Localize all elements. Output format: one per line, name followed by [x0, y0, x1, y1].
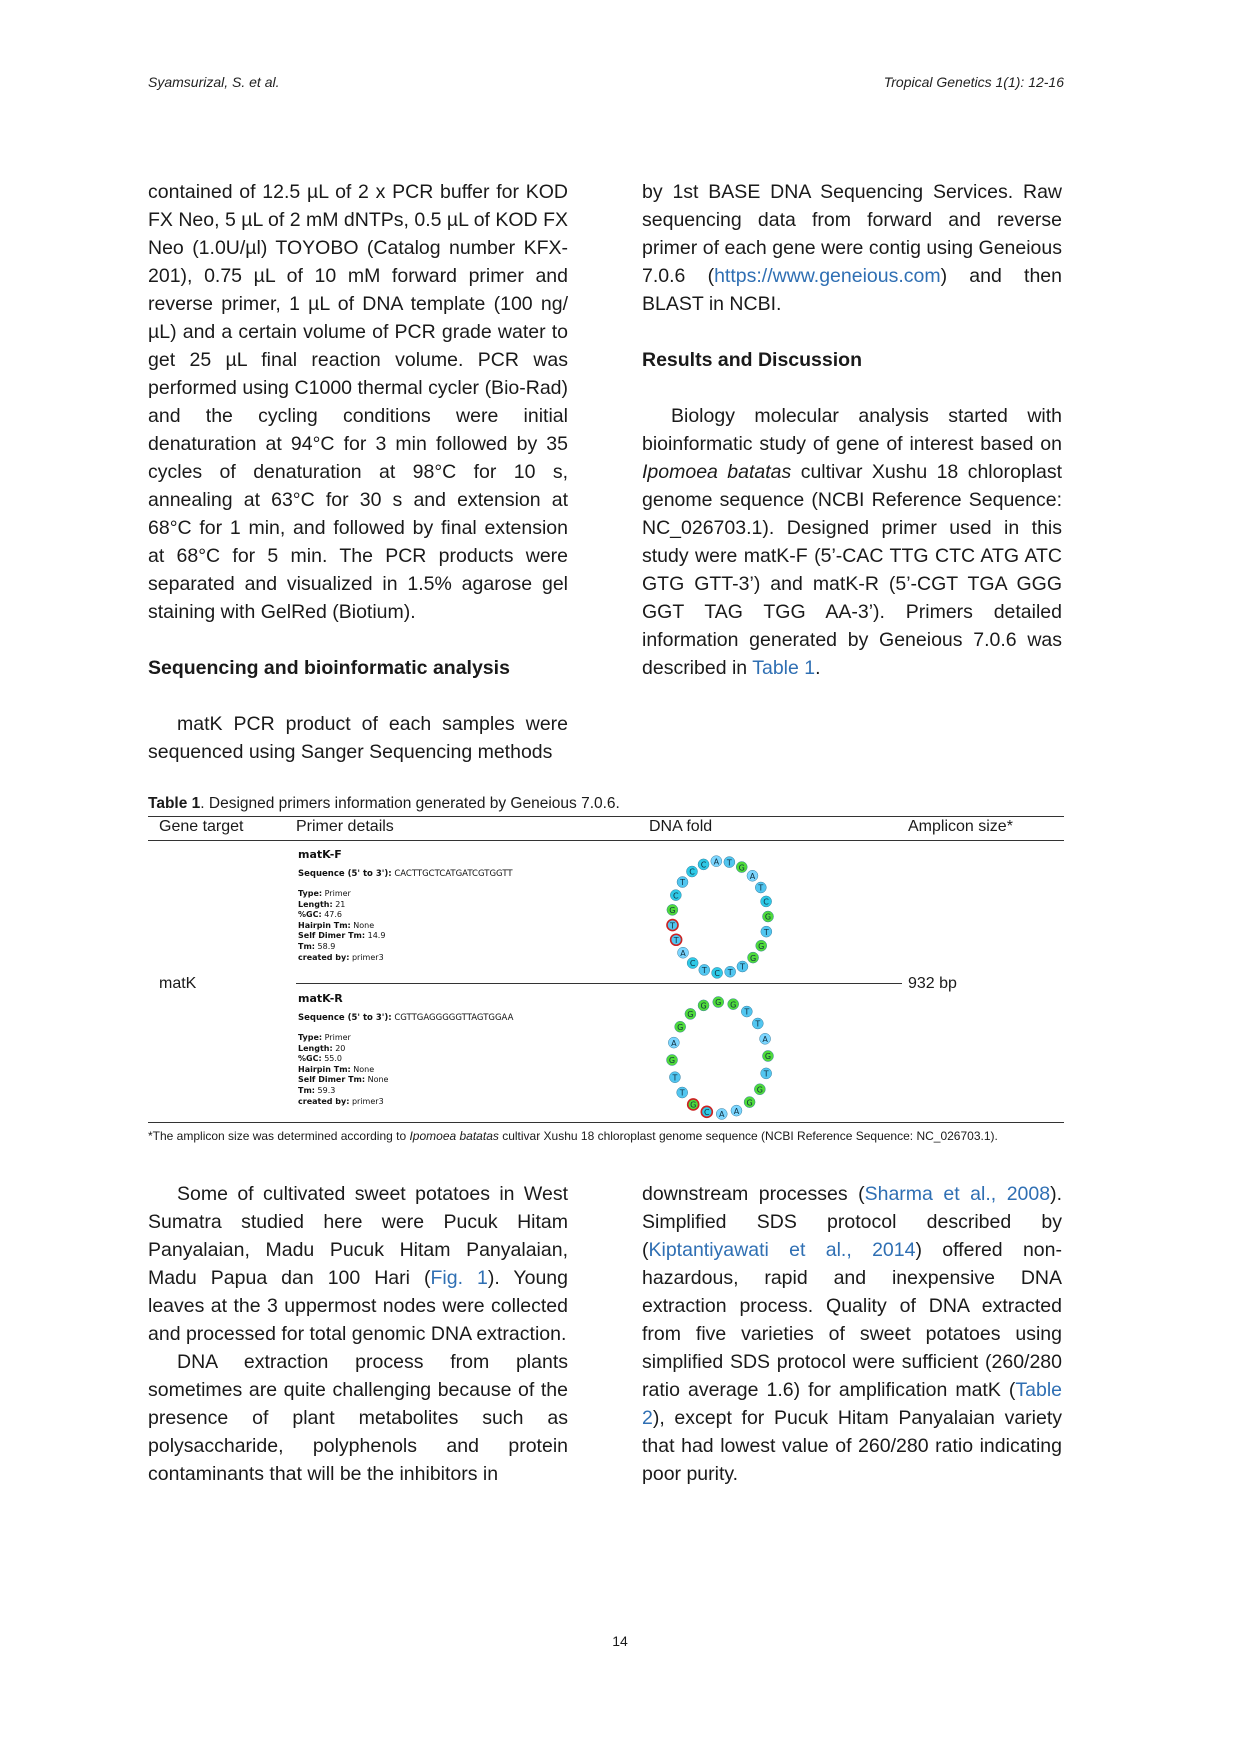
nucleotide-node — [686, 866, 697, 877]
nucleotide-node — [712, 967, 723, 978]
svg-text:C: C — [673, 891, 679, 901]
nucleotide-node — [670, 890, 681, 901]
detail-line: Length: 20 — [298, 1043, 346, 1053]
svg-text:A: A — [713, 857, 720, 867]
nucleotide-node — [711, 856, 722, 867]
svg-text:G: G — [690, 1100, 697, 1110]
svg-text:T: T — [672, 1073, 678, 1083]
nucleotide-node — [677, 1087, 688, 1098]
table2-link[interactable]: Table 2 — [642, 1379, 1062, 1429]
nucleotide-node — [668, 1037, 679, 1048]
detail-line: Self Dimer Tm: 14.9 — [298, 931, 386, 941]
svg-text:G: G — [764, 1052, 772, 1062]
nucleotide-node — [713, 997, 724, 1008]
nucleotide-node — [667, 904, 678, 915]
nucleotide-node — [701, 1106, 712, 1117]
svg-text:G: G — [749, 953, 757, 963]
right-column-top — [642, 178, 1062, 682]
detail-line: Type: Primer — [298, 889, 351, 898]
nucleotide-node — [760, 1033, 771, 1044]
detail-line: Tm: 58.9 — [298, 941, 336, 951]
svg-text:T: T — [763, 1069, 769, 1079]
left-column-top — [148, 178, 568, 766]
geneious-link[interactable]: https://www.geneious.com — [714, 265, 941, 287]
detail-line: Length: 21 — [298, 899, 346, 909]
nucleotide-node — [762, 1050, 773, 1061]
svg-text:T: T — [673, 935, 679, 945]
primer-f-name: matK-F — [298, 848, 342, 861]
nucleotide-node — [716, 1108, 727, 1119]
primer-r-name: matK-R — [298, 992, 343, 1005]
nucleotide-node — [687, 958, 698, 969]
detail-line: %GC: 47.6 — [298, 910, 343, 920]
svg-text:T: T — [701, 966, 707, 976]
dna-fold-diagram-r — [640, 990, 800, 1126]
table1-link[interactable]: Table 1 — [752, 657, 816, 679]
detail-line: Self Dimer Tm: None — [298, 1075, 389, 1085]
table-bottom-rule — [148, 1122, 1064, 1123]
svg-text:C: C — [689, 959, 696, 969]
nucleotide-node — [755, 882, 766, 893]
primer-r-sequence: Sequence (5' to 3'): CGTTGAGGGGGTTAGTGGAA — [298, 1013, 514, 1023]
nucleotide-node — [748, 952, 759, 963]
table-header-rule — [148, 840, 1064, 841]
primer-f-detail-list — [298, 889, 513, 963]
nucleotide-node — [699, 964, 710, 975]
svg-text:T: T — [680, 878, 685, 888]
detail-line: Type: Primer — [298, 1033, 351, 1042]
svg-text:G: G — [669, 906, 676, 916]
nucleotide-node — [685, 1008, 696, 1019]
kiptantiyawati-citation-link[interactable]: Kiptantiyawati et al., 2014 — [648, 1239, 916, 1261]
nucleotide-node — [731, 1105, 742, 1116]
nucleotide-node — [736, 862, 747, 873]
svg-text:G: G — [746, 1098, 753, 1108]
nucleotide-node — [747, 870, 758, 881]
svg-text:C: C — [689, 867, 695, 877]
svg-text:A: A — [680, 948, 686, 958]
table-caption: Table 1. Designed primers information generated by Geneious 7.0.6. — [148, 795, 620, 812]
svg-text:G: G — [738, 863, 745, 873]
nucleotide-node — [741, 1006, 752, 1017]
svg-text:G: G — [758, 941, 765, 951]
svg-text:A: A — [762, 1034, 768, 1044]
table-header-gene: Gene target — [159, 818, 244, 835]
detail-line: created by: primer3 — [298, 1096, 384, 1106]
paragraph: Some of cultivated sweet potatoes in West Sumatra studied here were Pucuk Hitam Panyalaian, Madu Pucuk Hitam Panyalaian, Madu Papua dan 100 Hari (Fig. 1). Young leaves at the 3 uppermost nodes were collected and processed for total genomic DNA extraction. — [148, 1183, 568, 1345]
nucleotide-node — [761, 1068, 772, 1079]
nucleotide-node — [761, 926, 772, 937]
svg-text:A: A — [671, 1038, 677, 1048]
nucleotide-node — [688, 1099, 699, 1110]
svg-text:A: A — [749, 871, 756, 881]
nucleotide-node — [724, 857, 735, 868]
nucleotide-node — [737, 961, 748, 972]
table-footnote: *The amplicon size was determined according to Ipomoea batatas cultivar Xushu 18 chloroplast genome sequence (NCBI Reference Sequence: NC_026703.1). — [148, 1129, 998, 1143]
svg-text:T: T — [740, 962, 745, 972]
detail-line: Hairpin Tm: None — [298, 920, 375, 930]
primer-r-details — [298, 992, 513, 1107]
running-header-journal: Tropical Genetics 1(1): 12-16 — [883, 74, 1064, 90]
svg-text:C: C — [700, 860, 707, 870]
paragraph: DNA extraction process from plants sometimes are quite challenging because of the presence of plant metabolites such as polysaccharide, polyphenols and protein contaminants that will be the inhibitors in — [148, 1351, 568, 1485]
nucleotide-node — [762, 911, 773, 922]
svg-text:G: G — [687, 1010, 694, 1020]
table-header-primer: Primer details — [296, 818, 394, 835]
svg-text:G: G — [756, 1085, 763, 1095]
page-number: 14 — [612, 1633, 628, 1649]
svg-text:A: A — [718, 1110, 725, 1120]
paragraph: matK PCR product of each samples were sequenced using Sanger Sequencing methods — [148, 713, 568, 763]
paragraph: contained of 12.5 µL of 2 x PCR buffer for KOD FX Neo, 5 µL of 2 mM dNTPs, 0.5 µL of KOD FX Neo (1.0U/µl) TOYOBO (Catalog number KFX-201), 0.75 µL of 10 mM forward primer and reverse primer, 1 µL of DNA template (100 ng/µL) and a certain volume of PCR grade water to get 25 µL final reaction volume. PCR was performed using C1000 thermal cycler (Bio-Rad) and the cycling conditions were initial denaturation at 94°C for 3 min followed by 35 cycles of denaturation at 98°C for 10 s, annealing at 63°C for 30 s and extension at 68°C for 1 min, and followed by final extension at 68°C for 5 min. The PCR products were separated and visualized in 1.5% agarose gel staining with GelRed (Biotium). — [148, 181, 568, 623]
svg-text:C: C — [763, 897, 769, 907]
svg-text:T: T — [727, 967, 733, 977]
detail-line: %GC: 55.0 — [298, 1054, 343, 1064]
svg-text:T: T — [726, 858, 732, 868]
nucleotide-node — [725, 966, 736, 977]
svg-text:G: G — [700, 1001, 707, 1011]
primer-divider — [296, 983, 902, 984]
nucleotide-node — [667, 920, 678, 931]
svg-text:G: G — [764, 912, 772, 922]
svg-text:T: T — [763, 927, 769, 937]
table-header-amplicon: Amplicon size* — [908, 818, 1013, 835]
gene-target-cell: matK — [159, 975, 197, 992]
svg-text:G: G — [677, 1022, 684, 1032]
nucleotide-node — [698, 1000, 709, 1011]
nucleotide-node — [744, 1097, 755, 1108]
detail-line: created by: primer3 — [298, 952, 384, 962]
detail-line: Tm: 59.3 — [298, 1085, 336, 1095]
primer-f-details — [298, 848, 513, 963]
svg-text:T: T — [744, 1007, 750, 1017]
nucleotide-node — [754, 1084, 765, 1095]
nucleotide-node — [698, 859, 709, 870]
svg-text:T: T — [755, 1019, 761, 1029]
section-heading-sequencing: Sequencing and bioinformatic analysis — [148, 657, 510, 679]
nucleotide-node — [677, 877, 688, 888]
svg-text:G: G — [715, 998, 722, 1008]
primer-r-detail-list — [298, 1033, 513, 1107]
nucleotide-node — [675, 1021, 686, 1032]
sharma-citation-link[interactable]: Sharma et al., 2008 — [864, 1183, 1051, 1205]
detail-line: Hairpin Tm: None — [298, 1064, 375, 1074]
table-header-fold: DNA fold — [649, 818, 713, 835]
paragraph: Biology molecular analysis started with bioinformatic study of gene of interest based on Ipomoea batatas cultivar Xushu 18 chloroplast genome sequence (NCBI Reference Sequence: NC_026703.1). Designed primer used in this study were matK-F (5’-CAC TTG CTC ATG ATC GTG GTT-3’) and matK-R (5’-CGT TGA GGG GGT TAG TGG AA-3’). Primers detailed information generated by Geneious 7.0.6 was described in Table 1. — [642, 405, 1062, 679]
nucleotide-node — [678, 947, 689, 958]
svg-text:T: T — [670, 921, 675, 931]
nucleotide-node — [756, 940, 767, 951]
fig1-link[interactable]: Fig. 1 — [430, 1267, 488, 1289]
svg-text:G: G — [668, 1056, 676, 1066]
paragraph: by 1st BASE DNA Sequencing Services. Raw sequencing data from forward and reverse primer of each gene were contig using Geneious 7.0.6 (https://www.geneious.com) and then BLAST in NCBI. — [642, 181, 1062, 315]
paragraph: downstream processes (Sharma et al., 2008). Simplified SDS protocol described by (Kiptantiyawati et al., 2014) offered non-hazardous, rapid and inexpensive DNA extraction process. Quality of DNA extracted from five varieties of sweet potatoes using simplified SDS protocol were sufficient (260/280 ratio average 1.6) for amplification matK (Table 2), except for Pucuk Hitam Panyalaian variety that had lowest value of 260/280 ratio indicating poor purity. — [642, 1183, 1062, 1485]
dna-fold-diagram-f — [640, 848, 800, 986]
left-column-bottom — [148, 1180, 568, 1488]
svg-text:A: A — [733, 1106, 740, 1116]
nucleotide-node — [752, 1018, 763, 1029]
svg-text:C: C — [704, 1108, 710, 1118]
section-heading-results: Results and Discussion — [642, 349, 862, 371]
nucleotide-node — [669, 1072, 680, 1083]
nucleotide-node — [761, 896, 772, 907]
nucleotide-node — [728, 999, 739, 1010]
svg-text:T: T — [679, 1088, 685, 1098]
right-column-bottom — [642, 1180, 1062, 1488]
nucleotide-node — [667, 1055, 678, 1066]
running-header-authors: Syamsurizal, S. et al. — [148, 74, 280, 90]
amplicon-size-cell: 932 bp — [908, 975, 957, 992]
primer-f-sequence: Sequence (5' to 3'): CACTTGCTCATGATCGTGGTT — [298, 869, 513, 879]
svg-text:C: C — [714, 969, 720, 979]
nucleotide-node — [671, 934, 682, 945]
svg-text:T: T — [758, 883, 764, 893]
svg-text:G: G — [730, 1000, 737, 1010]
table-top-rule — [148, 816, 1064, 817]
